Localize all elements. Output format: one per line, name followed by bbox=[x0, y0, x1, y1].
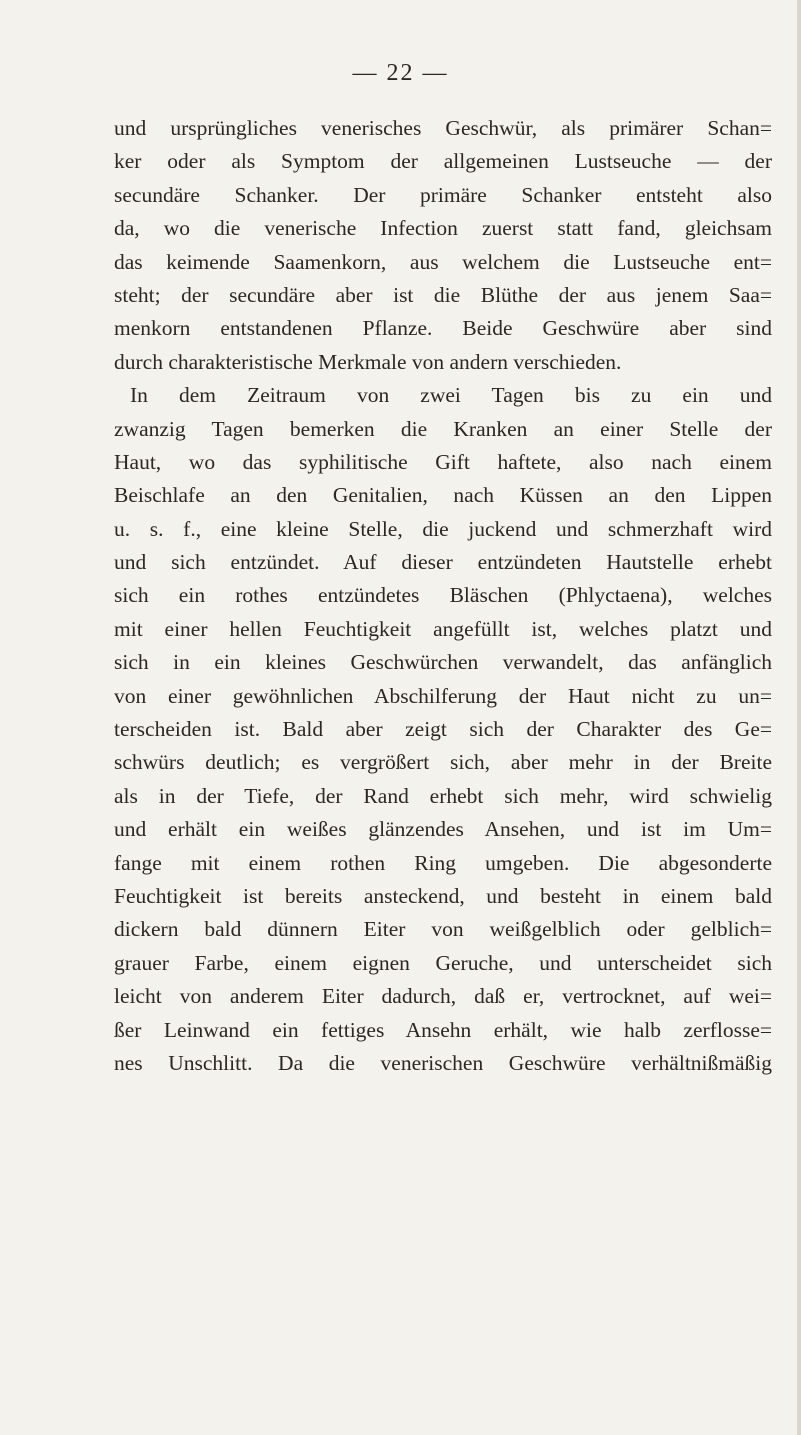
text-line: Beischlafe an den Genitalien, nach Küssen an den Lippen bbox=[114, 483, 772, 508]
text-line: und ursprüngliches venerisches Geschwür, als primärer Schan= bbox=[114, 116, 772, 140]
text-line: In dem Zeitraum von zwei Tagen bis zu ein und bbox=[130, 383, 772, 408]
text-line: sich in ein kleines Geschwürchen verwandelt, das anfänglich bbox=[114, 650, 772, 675]
page-edge bbox=[797, 0, 801, 1435]
text-line: mit einer hellen Feuchtigkeit angefüllt ist, welches platzt und bbox=[114, 616, 772, 641]
text-line: Feuchtigkeit ist bereits ansteckend, und besteht in einem bald bbox=[114, 883, 772, 908]
text-line: secundäre Schanker. Der primäre Schanker entsteht also bbox=[114, 182, 772, 207]
text-line: und sich entzündet. Auf dieser entzündeten Hautstelle erhebt bbox=[114, 550, 772, 575]
page-number: — 22 — bbox=[352, 60, 449, 86]
text-line: steht; der secundäre aber ist die Blüthe der aus jenem Saa= bbox=[114, 282, 772, 307]
text-line: und erhält ein weißes glänzendes Ansehen, und ist im Um= bbox=[114, 817, 772, 842]
text-line: leicht von anderem Eiter dadurch, daß er, vertrocknet, auf wei= bbox=[114, 984, 772, 1009]
text-line: menkorn entstandenen Pflanze. Beide Geschwüre aber sind bbox=[114, 316, 772, 341]
text-line: zwanzig Tagen bemerken die Kranken an einer Stelle der bbox=[114, 416, 772, 441]
text-line: ßer Leinwand ein fettiges Ansehn erhält, wie halb zerflosse= bbox=[114, 1017, 772, 1042]
text-line: dickern bald dünnern Eiter von weißgelblich oder gelblich= bbox=[114, 917, 772, 942]
text-line: von einer gewöhnlichen Abschilferung der Haut nicht zu un= bbox=[114, 683, 772, 708]
text-line: fange mit einem rothen Ring umgeben. Die abgesonderte bbox=[114, 850, 772, 875]
text-line: ker oder als Symptom der allgemeinen Lustseuche — der bbox=[114, 149, 772, 174]
text-line: grauer Farbe, einem eignen Geruche, und unterscheidet sich bbox=[114, 950, 772, 975]
text-line: als in der Tiefe, der Rand erhebt sich mehr, wird schwielig bbox=[114, 783, 772, 808]
text-line: nes Unschlitt. Da die venerischen Geschwüre verhältnißmäßig bbox=[114, 1050, 772, 1075]
text-line: durch charakteristische Merkmale von andern verschieden. bbox=[114, 349, 622, 374]
text-line: Haut, wo das syphilitische Gift haftete, also nach einem bbox=[114, 449, 772, 474]
text-line: da, wo die venerische Infection zuerst statt fand, gleichsam bbox=[114, 216, 772, 241]
body-text bbox=[114, 112, 772, 1080]
text-line: schwürs deutlich; es vergrößert sich, aber mehr in der Breite bbox=[114, 750, 772, 775]
text-line: sich ein rothes entzündetes Bläschen (Phlyctaena), welches bbox=[114, 583, 772, 608]
text-line: das keimende Saamenkorn, aus welchem die Lustseuche ent= bbox=[114, 249, 772, 274]
text-line: u. s. f., eine kleine Stelle, die juckend und schmerzhaft wird bbox=[114, 516, 772, 541]
text-line: terscheiden ist. Bald aber zeigt sich der Charakter des Ge= bbox=[114, 717, 772, 742]
